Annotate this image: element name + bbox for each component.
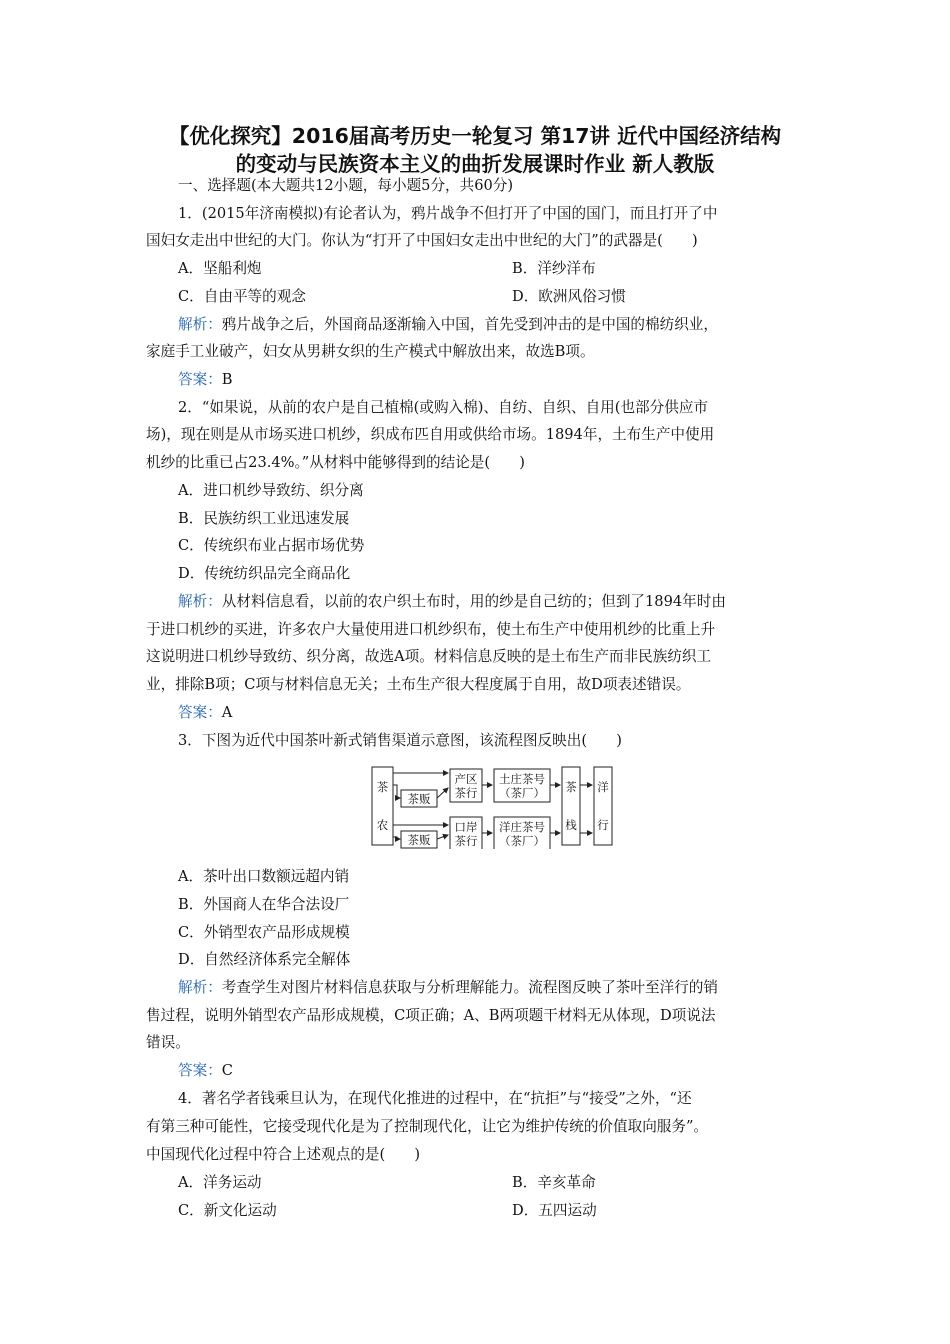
q1-option-b: B．洋纱洋布 [512,260,596,277]
q1-analysis-line-1 [178,315,718,335]
q2-analysis-line-4: 业，排除B项；C项与材料信息无关；土布生产很大程度属于自用，故D项表述错误。 [146,676,691,693]
q4-option-a: A．洋务运动 [178,1174,262,1191]
q4-stem-line-1: 4．著名学者钱乘旦认为，在现代化推进的过程中，在“抗拒”与“接受”之外，“还 [178,1090,692,1107]
q2-answer [178,703,232,723]
q2-option-c: C．传统织布业占据市场优势 [178,537,365,554]
diagram-port-label-1: 口岸 [454,820,478,834]
q2-answer-label: 答案： [178,704,222,721]
q3-analysis-line-3: 错误。 [146,1034,190,1051]
q3-analysis-line-1 [178,978,718,998]
q3-option-a: A．茶叶出口数额远超内销 [178,868,350,885]
q3-analysis-label: 解析： [178,979,222,996]
foreign-firm-box [594,767,612,845]
diagram-vendor-top-label: 茶贩 [407,792,431,806]
q3-option-c: C．外销型农产品形成规模 [178,924,350,941]
q2-analysis-line-2: 于进口机纱的买进，许多农户大量使用进口机纱织布，使土布生产中使用机纱的比重上升 [146,621,716,638]
q2-stem-line-1: 2．“如果说，从前的农户是自己植棉(或购入棉)、自纺、自织、自用(也部分供应市 [178,399,709,416]
q3-option-d: D．自然经济体系完全解体 [178,951,351,968]
diagram-foreign-shop-label-2: （茶厂） [499,834,545,848]
tea-warehouse-box [562,767,580,845]
q2-option-b: B．民族纺织工业迅速发展 [178,510,350,527]
diagram-firm-label-1: 洋 [597,780,609,794]
q2-stem-line-2: 场)，现在则是从市场买进口机纱，织成布匹自用或供给市场。1894年，土布生产中使用 [146,426,715,443]
diagram-foreign-shop-label-1: 洋庄茶号 [499,820,545,834]
q1-analysis-line-2: 家庭手工业破产，妇女从男耕女织的生产模式中解放出来，故选B项。 [146,343,595,360]
q2-stem-line-3: 机纱的比重已占23.4%。”从材料中能够得到的结论是( ) [146,454,525,471]
document-title-line-1: 【优化探究】2016届高考历史一轮复习 第17讲 近代中国经济结构 [168,124,782,148]
q1-answer [178,370,233,390]
q2-analysis-line-1 [178,592,726,612]
diagram-port-label-2: 茶行 [454,834,478,848]
q1-option-c: C．自由平等的观念 [178,288,306,305]
q2-analysis-text-1: 从材料信息看，以前的农户织土布时，用的纱是自己纺的；但到了1894年时由 [221,593,726,610]
q3-answer [178,1061,233,1081]
q1-stem-line-1: 1．(2015年济南模拟)有论者认为，鸦片战争不但打开了中国的国门，而且打开了中 [178,205,718,222]
q1-stem-line-2: 国妇女走出中世纪的大门。你认为“打开了中国妇女走出中世纪的大门”的武器是( ) [146,232,698,249]
q1-option-a: A．坚船利炮 [178,260,262,277]
diagram-warehouse-label-2: 栈 [565,818,577,832]
q3-analysis-text-1: 考查学生对图片材料信息获取与分析理解能力。流程图反映了茶叶至洋行的销 [221,979,718,996]
q1-analysis-label: 解析： [178,316,222,333]
diagram-origin-label-2: 茶行 [454,786,478,800]
diagram-vendor-bottom-label: 茶贩 [407,833,431,847]
q3-analysis-line-2: 售过程，说明外销型农产品形成规模，C项正确；A、B两项题干材料无从体现，D项说法 [146,1007,716,1024]
diagram-local-shop-label-1: 土庄茶号 [499,772,545,786]
diagram-firm-label-2: 行 [597,818,609,832]
q1-answer-value: B [221,371,233,388]
diagram-local-shop-label-2: （茶厂） [499,786,545,800]
q2-answer-value: A [221,704,233,721]
q1-option-d: D．欧洲风俗习惯 [512,288,626,305]
q3-option-b: B．外国商人在华合法设厂 [178,896,350,913]
tea-sales-channel-diagram [370,763,616,849]
q4-option-b: B．辛亥革命 [512,1174,596,1191]
q2-analysis-line-3: 这说明进口机纱导致纺、织分离，故选A项。材料信息反映的是土布生产而非民族纺织工 [146,648,712,665]
q2-option-d: D．传统纺织品完全商品化 [178,565,351,582]
q2-analysis-label: 解析： [178,593,222,610]
q3-stem: 3．下图为近代中国茶叶新式销售渠道示意图，该流程图反映出( ) [178,732,622,749]
q4-stem-line-3: 中国现代化过程中符合上述观点的是( ) [146,1146,421,1163]
q3-answer-label: 答案： [178,1062,222,1079]
q2-option-a: A．进口机纱导致纺、织分离 [178,482,364,499]
tea-farmer-box [372,767,393,845]
section-header: 一、选择题(本大题共12小题，每小题5分，共60分) [178,177,514,194]
diagram-farmer-label-2: 农 [376,818,389,832]
q3-answer-value: C [221,1062,233,1079]
diagram-farmer-label-1: 茶 [376,780,389,794]
q1-answer-label: 答案： [178,371,222,388]
q4-option-d: D．五四运动 [512,1202,597,1219]
diagram-origin-label-1: 产区 [454,772,478,786]
document-title-line-2: 的变动与民族资本主义的曲折发展课时作业 新人教版 [235,152,715,176]
diagram-warehouse-label-1: 茶 [565,780,577,794]
q1-analysis-text-1: 鸦片战争之后，外国商品逐渐输入中国，首先受到冲击的是中国的棉纺织业， [221,316,718,333]
q4-option-c: C．新文化运动 [178,1202,277,1219]
q4-stem-line-2: 有第三种可能性，它接受现代化是为了控制现代化，让它为维护传统的价值取向服务”。 [146,1118,709,1135]
